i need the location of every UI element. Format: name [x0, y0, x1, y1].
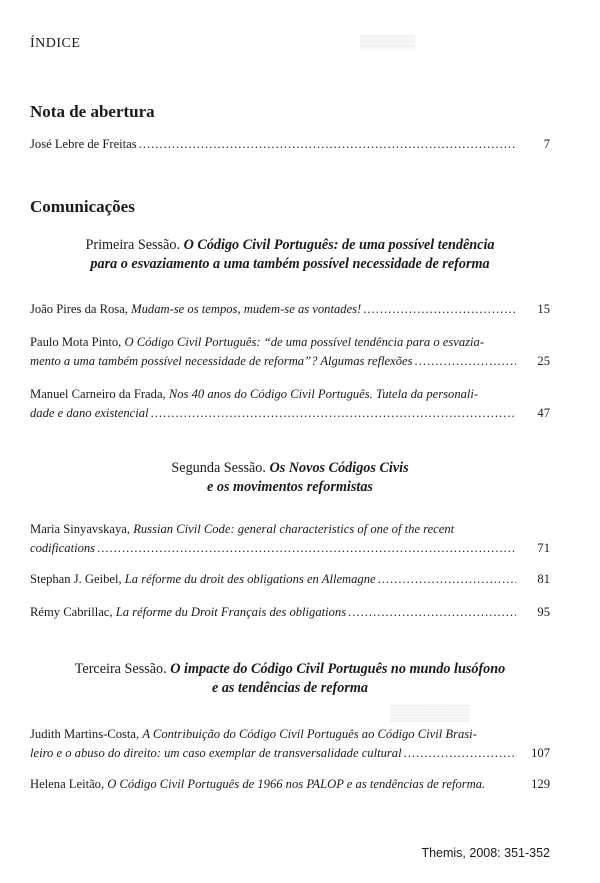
entry-page-number: 81: [537, 572, 550, 586]
entry-title: O Código Civil Português de 1966 nos PALOP e as tendências de reforma.: [107, 777, 486, 791]
entry-author: Manuel Carneiro da Frada,: [30, 387, 166, 401]
session-title-line2: e os movimentos reformistas: [207, 479, 373, 495]
toc-entry-martins-costa[interactable]: [30, 725, 550, 763]
leader-dots: [348, 603, 516, 622]
entry-title: La réforme du droit des obligations en Allemagne: [124, 572, 376, 586]
entry-author: Paulo Mota Pinto,: [30, 335, 122, 349]
session-title-line1: Os Novos Códigos Civis: [269, 460, 409, 476]
session-title-line1: O Código Civil Português: de uma possível tendência: [183, 237, 495, 253]
session-title-line2: e as tendências de reforma: [211, 680, 369, 696]
toc-entry-leitao[interactable]: [30, 775, 550, 794]
entry-author: Maria Sinyavskaya,: [30, 522, 131, 536]
toc-entry-nota-abertura[interactable]: [30, 135, 550, 154]
leader-dots: [415, 352, 516, 371]
entry-page-number: 15: [537, 302, 550, 316]
toc-entry-cabrillac[interactable]: [30, 603, 550, 622]
section-heading-nota-abertura: Nota de abertura: [30, 102, 155, 121]
entry-page-number: 95: [537, 605, 550, 619]
entry-title-continued: dade e dano existencial: [30, 406, 149, 420]
entry-page-number: 107: [531, 746, 550, 760]
toc-entry-sinyavskaya[interactable]: [30, 520, 550, 558]
bleed-through-mark: ▒▒▒▒▒▒▒: [390, 705, 470, 722]
toc-entry-mota-pinto[interactable]: [30, 333, 550, 371]
entry-title: Nos 40 anos do Código Civil Português. Tutela da personali-: [168, 387, 479, 401]
toc-entry-carneiro-frada[interactable]: [30, 385, 550, 423]
entry-author: Stephan J. Geibel,: [30, 572, 122, 586]
bleed-through-mark: ▒▒▒▒▒▒: [360, 34, 416, 49]
session-label: Segunda Sessão.: [171, 460, 266, 476]
entry-title: O Código Civil Português: “de uma possível tendência para o esvazia-: [124, 335, 485, 349]
session-title-line1: O impacte do Código Civil Português no mundo lusófono: [170, 661, 506, 677]
leader-dots: [151, 404, 516, 423]
toc-entry-geibel[interactable]: [30, 570, 550, 589]
entry-page-number: 47: [537, 406, 550, 420]
leader-dots: [363, 300, 516, 319]
session-title-line2: para o esvaziamento a uma também possível necessidade de reforma: [90, 256, 490, 272]
entry-title: A Contribuição do Código Civil Português ao Código Civil Brasi-: [142, 727, 477, 741]
session-heading-primeira: [30, 236, 550, 274]
entry-author: Rémy Cabrillac,: [30, 605, 113, 619]
session-label: Terceira Sessão.: [74, 661, 167, 677]
section-heading-comunicacoes: Comunicações: [30, 197, 135, 216]
leader-dots: [97, 539, 516, 558]
entry-title-continued: mento a uma também possível necessidade de reforma”? Algumas reflexões: [30, 354, 413, 368]
session-heading-segunda: [30, 459, 550, 497]
entry-page-number: 7: [543, 137, 550, 151]
index-title: ÍNDICE: [30, 36, 81, 51]
entry-page-number: 129: [531, 777, 550, 791]
leader-dots: [139, 135, 516, 154]
entry-title: La réforme du Droit Français des obligations: [115, 605, 347, 619]
entry-page-number: 71: [537, 541, 550, 555]
entry-author: Helena Leitão,: [30, 777, 105, 791]
session-heading-terceira: [30, 660, 550, 698]
toc-entry-rosa[interactable]: [30, 300, 550, 319]
entry-title-continued: codifications: [30, 541, 96, 555]
footer-citation: Themis, 2008: 351-352: [421, 846, 550, 860]
entry-author: Judith Martins-Costa,: [30, 727, 140, 741]
entry-author: João Pires da Rosa,: [30, 302, 128, 316]
entry-title-continued: leiro e o abuso do direito: um caso exemplar de transversalidade cultural: [30, 746, 402, 760]
leader-dots: [378, 570, 516, 589]
entry-title: Russian Civil Code: general characteristics of one of the recent: [133, 522, 455, 536]
leader-dots: [404, 744, 516, 763]
entry-author: José Lebre de Freitas: [30, 137, 137, 151]
entry-title: Mudam-se os tempos, mudem-se as vontades!: [131, 302, 362, 316]
entry-page-number: 25: [537, 354, 550, 368]
session-label: Primeira Sessão.: [85, 237, 181, 253]
